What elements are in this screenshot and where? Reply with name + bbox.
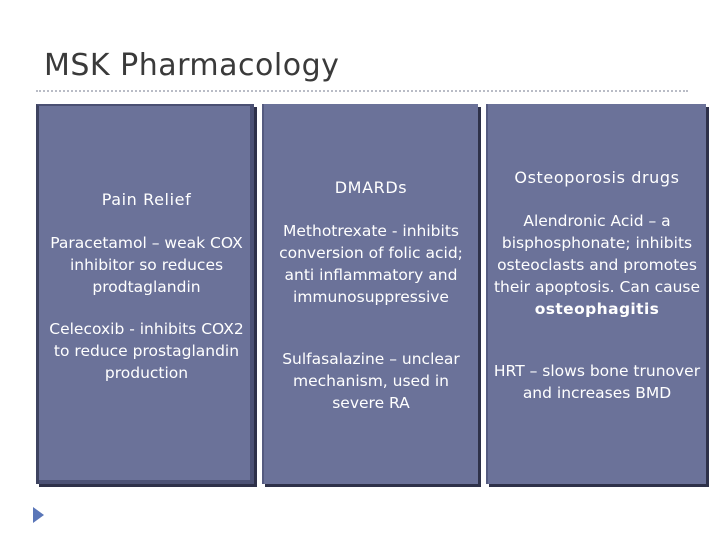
methotrexate-text: Methotrexate - inhibits conversion of folic acid; anti inflammatory and immunosuppressive [279,222,463,306]
osteophagitis-emphasis: osteophagitis [534,300,660,318]
dmards-heading: DMARDs [334,178,408,197]
triangle-bullet-icon [33,507,44,523]
paracetamol-text: Paracetamol – weak COX inhibitor so reduces prodtaglandin [50,234,243,296]
slide-title: MSK Pharmacology [44,48,340,83]
celecoxib-text: Celecoxib - inhibits COX2 to reduce prostaglandin production [49,320,244,382]
title-divider [36,90,688,92]
osteoporosis-heading: Osteoporosis drugs [514,168,680,187]
hrt-text: HRT – slows bone trunover and increases BMD [493,362,701,402]
osteoporosis-panel [486,104,706,484]
sulfasalazine-text: Sulfasalazine – unclear mechanism, used in severe RA [282,350,460,412]
pain-relief-heading: Pain Relief [101,190,192,209]
alendronic-acid-description: Alendronic Acid – a bisphosphonate; inhibits osteoclasts and promotes their apoptosis. Can cause [493,212,701,296]
dmards-panel [262,104,478,484]
alendronic-acid-text [492,210,702,320]
pain-relief-panel [36,104,254,484]
